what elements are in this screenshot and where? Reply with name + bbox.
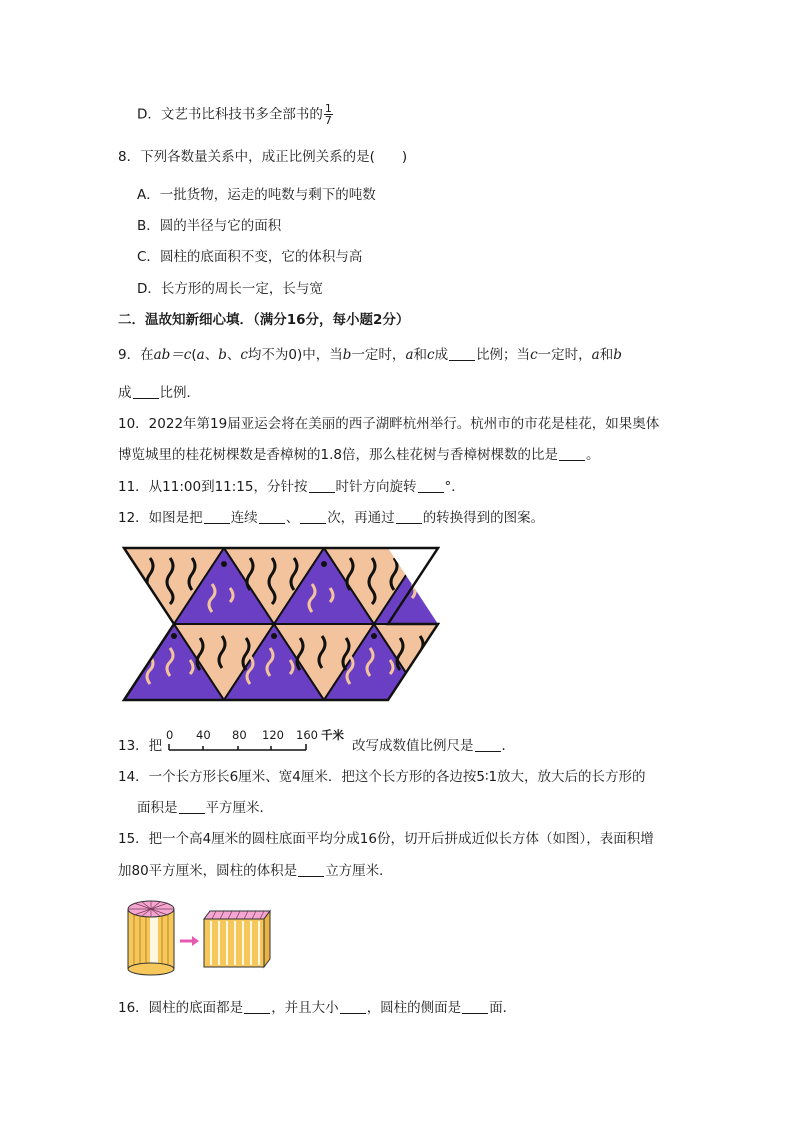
q7-option-d bbox=[137, 103, 333, 126]
answer-blank[interactable] bbox=[340, 999, 366, 1014]
answer-blank[interactable] bbox=[418, 478, 444, 493]
q9-line-1 bbox=[118, 345, 622, 365]
q14-text: 平方厘米． bbox=[205, 800, 273, 816]
q12-text: 的转换得到的图案。 bbox=[422, 510, 545, 526]
answer-blank[interactable] bbox=[309, 478, 335, 493]
q8-option-a bbox=[137, 185, 376, 205]
q13-text: 改写成数值比例尺是 bbox=[352, 738, 474, 754]
q16-text: 16．圆柱的底面都是 bbox=[118, 1000, 244, 1016]
q14-line-2 bbox=[137, 798, 273, 818]
arrow-right-icon bbox=[180, 936, 199, 946]
q10-text: 博览城里的桂花树棵数是香樟树的1.8倍，那么桂花树与香樟树棵数的比是 bbox=[118, 447, 558, 463]
q15-text: 加80平方厘米，圆柱的体积是 bbox=[118, 863, 298, 879]
option-letter: C． bbox=[137, 249, 160, 265]
var-b: b bbox=[218, 347, 227, 363]
q8-option-d bbox=[137, 279, 323, 299]
q9-text: 和 bbox=[599, 347, 614, 363]
q9-line-2 bbox=[118, 383, 200, 403]
option-text: 圆柱的底面积不变，它的体积与高 bbox=[159, 249, 363, 265]
q8-stem: 8．下列各数量关系中，成正比例关系的是( ) bbox=[118, 149, 408, 165]
q13-text: ． bbox=[501, 738, 515, 754]
var-a: a bbox=[405, 347, 414, 363]
q16 bbox=[118, 998, 516, 1018]
q9-text: 9．在 bbox=[118, 347, 154, 363]
q16-text: ，圆柱的侧面是 bbox=[366, 1000, 462, 1016]
q9-text: 、 bbox=[204, 347, 219, 363]
answer-blank[interactable] bbox=[475, 737, 501, 752]
q16-text: 面． bbox=[489, 1000, 517, 1016]
fraction-denominator: 7 bbox=[324, 114, 332, 127]
q9-equation: ab＝c bbox=[153, 347, 192, 363]
var-b: b bbox=[613, 347, 622, 363]
q14-text: 面积是 bbox=[137, 800, 178, 816]
q15-text: 立方厘米． bbox=[325, 863, 393, 879]
q12-text: 、 bbox=[285, 510, 300, 526]
q15-line-1: 15．把一个高4厘米的圆柱底面平均分成16份，切开后拼成近似长方体（如图），表面积增 bbox=[118, 831, 654, 847]
option-text: 文艺书比科技书多全部书的 bbox=[160, 106, 323, 123]
scale-tick-label: 40 bbox=[196, 728, 211, 742]
q9-text: 成 bbox=[118, 385, 132, 401]
option-text: 一批货物，运走的吨数与剩下的吨数 bbox=[159, 187, 376, 203]
answer-blank[interactable] bbox=[133, 384, 159, 399]
var-c: c bbox=[240, 347, 248, 363]
scale-bar bbox=[168, 742, 308, 752]
q12 bbox=[118, 508, 544, 528]
option-letter: D． bbox=[137, 281, 161, 297]
var-c: c bbox=[427, 347, 435, 363]
option-letter: A． bbox=[137, 187, 160, 203]
answer-blank[interactable] bbox=[204, 509, 230, 524]
scale-tick-label: 80 bbox=[232, 728, 247, 742]
answer-blank[interactable] bbox=[300, 509, 326, 524]
option-text: 长方形的周长一定，长与宽 bbox=[160, 281, 323, 297]
option-letter: D． bbox=[137, 106, 161, 123]
q13-text: 13．把 bbox=[118, 738, 163, 754]
answer-blank[interactable] bbox=[244, 999, 270, 1014]
option-letter: B． bbox=[137, 218, 160, 234]
answer-blank[interactable] bbox=[179, 799, 205, 814]
q10-line-2 bbox=[118, 445, 599, 465]
q10-line-1: 10．2022年第19届亚运会将在美丽的西子湖畔杭州举行。杭州市的市花是桂花，如果奥体 bbox=[118, 416, 660, 432]
q14-line-1: 14．一个长方形长6厘米、宽4厘米．把这个长方形的各边按5∶1放大，放大后的长方形的 bbox=[118, 769, 646, 785]
triangle-tessellation-figure bbox=[120, 544, 440, 706]
scale-unit-label: 千米 bbox=[321, 728, 344, 742]
var-b: b bbox=[342, 347, 352, 363]
q11 bbox=[118, 477, 465, 497]
var-c: c bbox=[530, 347, 538, 363]
scale-tick-label: 120 bbox=[262, 728, 284, 742]
answer-blank[interactable] bbox=[449, 346, 475, 361]
cylinder-to-cuboid-figure bbox=[122, 895, 278, 977]
scale-tick-label: 0 bbox=[166, 728, 174, 742]
cylinder-icon bbox=[128, 901, 174, 975]
cuboid-icon bbox=[204, 911, 270, 967]
q16-text: ，并且大小 bbox=[271, 1000, 339, 1016]
q12-text: 次，再通过 bbox=[327, 510, 395, 526]
line-scale-figure bbox=[166, 729, 351, 755]
q13 bbox=[118, 736, 162, 756]
q12-text: 12．如图是把 bbox=[118, 510, 203, 526]
q8-option-b bbox=[137, 216, 281, 236]
q9-text: 比例；当 bbox=[476, 347, 531, 363]
q9-text: 均不为0)中，当 bbox=[247, 347, 343, 363]
answer-blank[interactable] bbox=[559, 446, 585, 461]
answer-blank[interactable] bbox=[462, 999, 488, 1014]
q9-text: 、 bbox=[226, 347, 241, 363]
q9-text: 比例． bbox=[159, 385, 200, 401]
answer-blank[interactable] bbox=[298, 862, 324, 877]
answer-blank[interactable] bbox=[396, 509, 422, 524]
q10-text: 。 bbox=[585, 447, 600, 463]
q9-text: 成 bbox=[434, 347, 449, 363]
q13-tail bbox=[352, 736, 515, 756]
q15-line-2 bbox=[118, 861, 393, 881]
fraction-one-seventh bbox=[324, 103, 333, 126]
q9-text: 和 bbox=[413, 347, 427, 363]
q11-text: 11．从11:00到11:15，分针按 bbox=[118, 479, 308, 495]
option-text: 圆的半径与它的面积 bbox=[159, 218, 282, 234]
q9-text: ( bbox=[191, 347, 197, 363]
q11-text: 时针方向旋转 bbox=[335, 479, 417, 495]
q9-text: 一定时， bbox=[537, 347, 592, 363]
q9-text: 一定时， bbox=[351, 347, 406, 363]
q12-text: 连续 bbox=[230, 510, 258, 526]
section-2-title: 二．温故知新细心填．（满分16分，每小题2分） bbox=[118, 312, 410, 328]
q11-text: °． bbox=[444, 479, 465, 495]
fraction-numerator: 1 bbox=[324, 102, 332, 115]
scale-tick-label: 160 bbox=[296, 728, 318, 742]
answer-blank[interactable] bbox=[259, 509, 285, 524]
var-a: a bbox=[196, 347, 205, 363]
q8-option-c bbox=[137, 247, 362, 267]
var-a: a bbox=[591, 347, 600, 363]
